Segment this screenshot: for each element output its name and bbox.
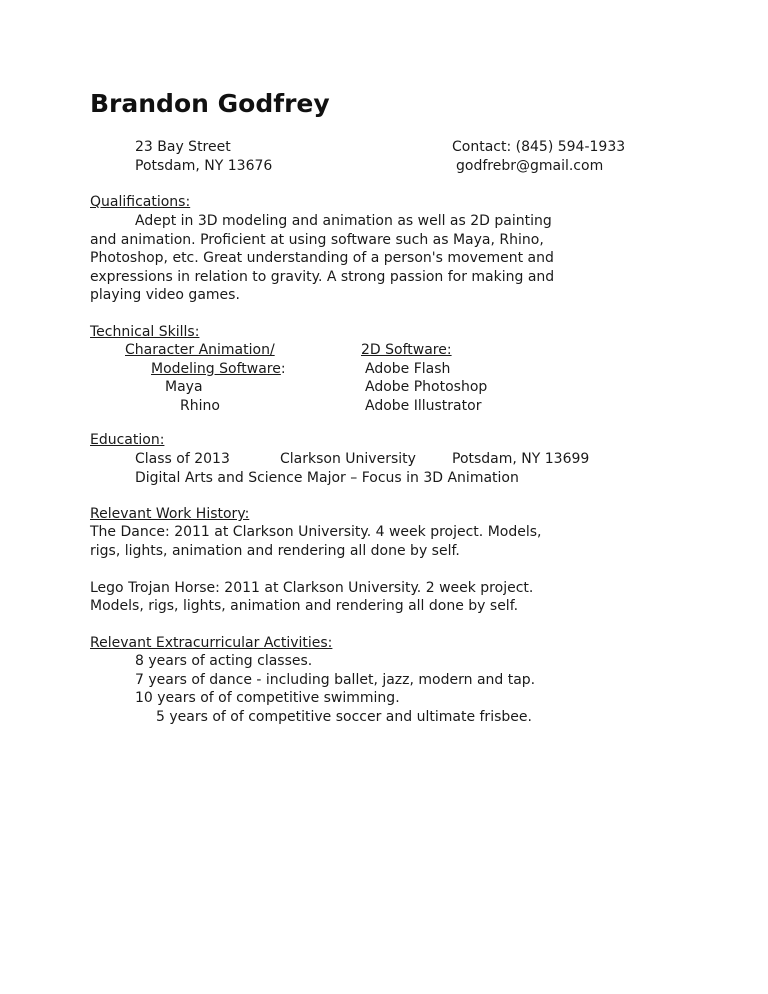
work-entry-line: Models, rigs, lights, animation and rendering all done by self. [90,598,519,614]
modeling-software-label: Modeling Software [151,361,281,377]
modeling-software-heading [151,360,286,378]
qualifications-line: Photoshop, etc. Great understanding of a person's movement and [90,250,554,266]
education-school: Clarkson University [280,451,416,467]
software-2d-item: Adobe Photoshop [365,379,488,395]
contact-phone: Contact: (845) 594-1933 [452,139,626,155]
modeling-item-rhino: Rhino [180,398,220,414]
modeling-software-colon: : [280,361,286,377]
resume-name: Brandon Godfrey [90,89,330,118]
extracurricular-item: 5 years of of competitive soccer and ultimate frisbee. [156,709,532,725]
education-class: Class of 2013 [135,451,230,467]
modeling-item-maya: Maya [165,379,203,395]
education-location: Potsdam, NY 13699 [452,451,590,467]
software-2d-heading: 2D Software: [361,342,452,358]
qualifications-line: expressions in relation to gravity. A strong passion for making and [90,269,555,285]
contact-email: godfrebr@gmail.com [456,158,604,174]
qualifications-line: and animation. Proficient at using software such as Maya, Rhino, [90,232,544,248]
work-entry-line: rigs, lights, animation and rendering all done by self. [90,543,460,559]
extracurricular-item: 7 years of dance - including ballet, jazz, modern and tap. [135,672,536,688]
software-2d-item: Adobe Flash [365,361,451,377]
work-entry-line: The Dance: 2011 at Clarkson University. 4 week project. Models, [90,524,542,540]
address-street: 23 Bay Street [135,139,231,155]
qualifications-line: Adept in 3D modeling and animation as well as 2D painting [135,213,552,229]
technical-skills-heading: Technical Skills: [90,324,200,340]
character-animation-heading: Character Animation/ [125,342,275,358]
work-history-heading: Relevant Work History: [90,506,250,522]
extracurricular-item: 8 years of acting classes. [135,653,313,669]
education-heading: Education: [90,432,165,448]
work-entry-line: Lego Trojan Horse: 2011 at Clarkson University. 2 week project. [90,580,534,596]
extracurricular-item: 10 years of of competitive swimming. [135,690,400,706]
extracurricular-heading: Relevant Extracurricular Activities: [90,635,333,651]
address-city: Potsdam, NY 13676 [135,158,273,174]
qualifications-line: playing video games. [90,287,240,303]
education-major: Digital Arts and Science Major – Focus in 3D Animation [135,470,519,486]
qualifications-heading: Qualifications: [90,194,191,210]
software-2d-item: Adobe Illustrator [365,398,482,414]
